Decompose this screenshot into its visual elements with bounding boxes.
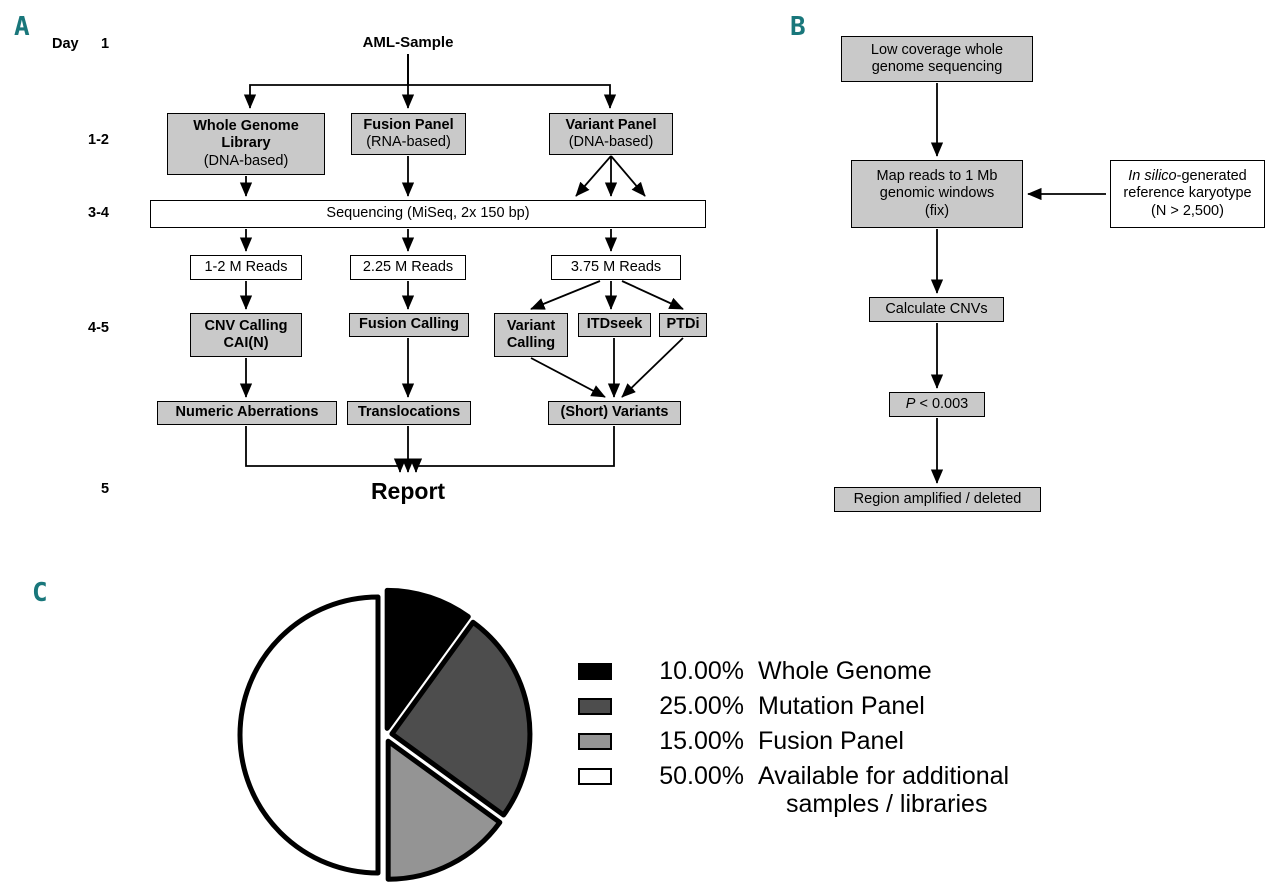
node-reads-fusion: 2.25 M Reads: [350, 255, 466, 280]
node-aml-sample: AML-Sample: [362, 34, 454, 51]
legend-swatch-fusion-panel: [578, 733, 612, 750]
pie-slice-available: [240, 597, 378, 873]
legend-swatch-whole-genome: [578, 663, 612, 680]
day-label-1: 1: [101, 36, 110, 52]
day-label-5: 5: [101, 481, 110, 497]
node-reference-karyotype: [1110, 160, 1265, 228]
node-cnv-calling: [190, 313, 302, 357]
pie-legend: [578, 657, 1009, 824]
node-reads-variant: 3.75 M Reads: [551, 255, 681, 280]
node-whole-genome-library-line2: Library: [221, 135, 271, 152]
legend-label-available: [758, 762, 1009, 818]
legend-label-fusion-panel: Fusion Panel: [758, 727, 904, 755]
panel-label-c: C: [32, 578, 48, 608]
node-sequencing-bar: Sequencing (MiSeq, 2x 150 bp): [150, 200, 706, 228]
legend-label-available-line1: Available for additional: [758, 762, 1010, 790]
node-cnv-calling-line1: CNV Calling: [204, 317, 288, 334]
day-column-header: Day: [52, 36, 79, 52]
node-map-reads-line3: (fix): [924, 202, 950, 219]
node-low-coverage-wgs: [841, 36, 1033, 82]
node-calculate-cnvs: Calculate CNVs: [869, 297, 1004, 322]
legend-item: [578, 692, 1009, 721]
legend-label-available-line2: samples / libraries: [786, 790, 988, 818]
node-variant-panel: [549, 113, 673, 155]
node-pvalue-text: P < 0.003: [905, 395, 969, 412]
node-itdseek: ITDseek: [578, 313, 651, 337]
node-report: Report: [370, 478, 446, 504]
node-whole-genome-library: [167, 113, 325, 175]
node-region-amplified-deleted: Region amplified / deleted: [834, 487, 1041, 512]
node-variant-panel-line1: Variant Panel: [565, 116, 657, 133]
node-fusion-panel-line1: Fusion Panel: [363, 116, 454, 133]
legend-swatch-available: [578, 768, 612, 785]
node-variant-calling: [494, 313, 568, 357]
node-whole-genome-library-line1: Whole Genome: [193, 118, 299, 135]
legend-swatch-mutation-panel: [578, 698, 612, 715]
node-fusion-panel-line2: (RNA-based): [366, 134, 451, 150]
node-reference-karyotype-line2: reference karyotype: [1123, 185, 1252, 202]
node-fusion-calling: Fusion Calling: [349, 313, 469, 337]
node-pvalue: [889, 392, 985, 417]
node-map-reads: [851, 160, 1023, 228]
panel-label-b: B: [790, 12, 806, 42]
node-variant-calling-line2: Calling: [506, 335, 556, 351]
legend-item: [578, 762, 1009, 818]
day-label-3-4: 3-4: [88, 205, 109, 221]
pie-chart: [215, 585, 545, 885]
legend-pct-mutation-panel: 25.00%: [659, 692, 744, 720]
legend-pct-fusion-panel: 15.00%: [659, 727, 744, 755]
node-low-coverage-wgs-line2: genome sequencing: [871, 59, 1003, 75]
node-translocations: Translocations: [347, 401, 471, 425]
node-cnv-calling-line2: CAI(N): [223, 335, 269, 351]
node-fusion-panel: [351, 113, 466, 155]
node-reads-whole-genome: 1-2 M Reads: [190, 255, 302, 280]
node-low-coverage-wgs-line1: Low coverage whole: [870, 41, 1004, 58]
legend-pct-available: 50.00%: [659, 762, 744, 790]
node-short-variants: (Short) Variants: [548, 401, 681, 425]
node-variant-panel-line2: (DNA-based): [568, 134, 654, 150]
node-map-reads-line1: Map reads to 1 Mb: [876, 168, 998, 185]
node-variant-calling-line1: Variant: [506, 317, 556, 334]
node-map-reads-line2: genomic windows: [879, 185, 995, 202]
legend-pct-whole-genome: 10.00%: [659, 657, 744, 685]
day-label-4-5: 4-5: [88, 320, 109, 336]
node-numeric-aberrations: Numeric Aberrations: [157, 401, 337, 425]
node-reference-karyotype-line1: In silico-generated: [1128, 168, 1247, 185]
node-reference-karyotype-line3: (N > 2,500): [1151, 202, 1224, 219]
day-label-1-2: 1-2: [88, 132, 109, 148]
panel-label-a: A: [14, 12, 30, 42]
legend-item: [578, 657, 1009, 686]
legend-item: [578, 727, 1009, 756]
legend-label-whole-genome: Whole Genome: [758, 657, 932, 685]
node-whole-genome-library-line3: (DNA-based): [203, 152, 289, 169]
legend-label-mutation-panel: Mutation Panel: [758, 692, 925, 720]
node-ptdi: PTDi: [659, 313, 707, 337]
